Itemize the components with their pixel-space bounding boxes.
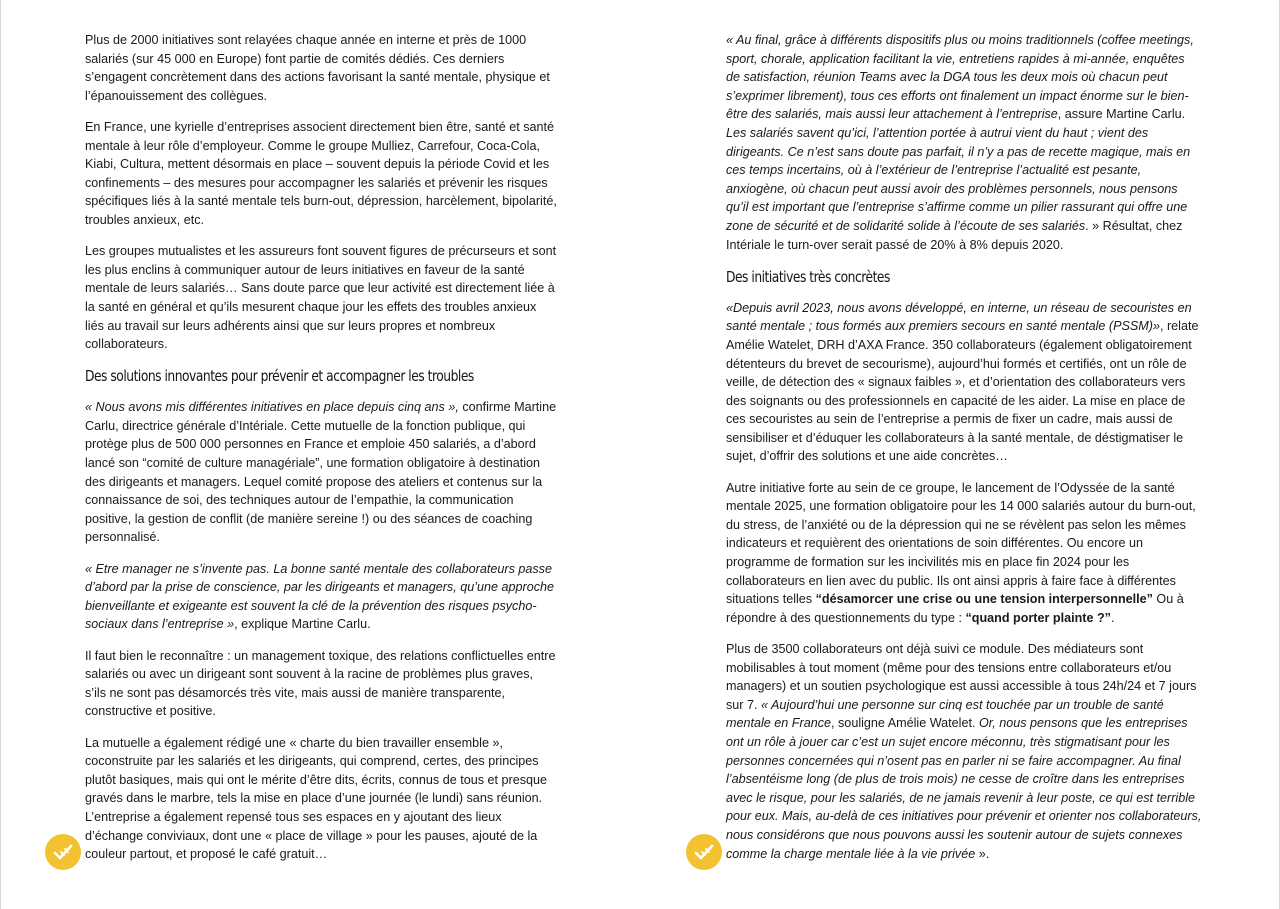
quote-watelet-entreprises: Or, nous pensons que les entreprises ont un rôle à jouer car c’est un sujet encore méconnu, très stigmatisant pour les personnes concernées qui n’osent pas en parler ni se faire accompagner. Au final l’absentéisme long (de plus de trois mois) ne cesse de croître dans les entreprises avec le risque, pour les salariés, de ne jamais revenir à leur poste, ce qui est terrible pour eux. Mais, au-delà de ces initiatives pour prévenir et orienter nos collaborateurs, nous considérons que nous pouvons aussi les soutenir autour de sujets connexes comme la charge mentale liée à la vie privée (726, 716, 1202, 861)
right-paragraph-3-text-a: Autre initiative forte au sein de ce groupe, le lancement de l’Odyssée de la santé mentale 2025, une formation obligatoire pour les 14 000 salariés autour du burn-out, du stress, de l’anxiété ou de la dépression qui ne se révèlent pas selon les mêmes indicateurs et requièrent des orientations de soin différentes. Ou encore un programme de formation sur les incivilités mis en place fin 2024 pour les collaborateurs en lien avec du public. Ils ont ainsi appris à faire face à différentes situations telles (726, 480, 1196, 607)
left-paragraph-6: Il faut bien le reconnaître : un management toxique, des relations conflictuelles entre salariés ou avec un dirigeant sont souvent à la racine de problèmes plus graves, s’ils ne sont pas désamorcés très vite, mais aussi de manière transparente, constructive et positive. (85, 648, 556, 719)
right-section-heading: Des initiatives très concrètes (726, 267, 890, 286)
left-page-column (85, 31, 557, 876)
left-paragraph-7: La mutuelle a également rédigé une « charte du bien travailler ensemble », coconstruite par les salariés et les dirigeants, qui comprend, certes, des principes plutôt basiques, mais qui ont le mérite d’être dits, écrits, connus de tous et presque gravés dans le marbre, tels la mise en place d’une journée (le lundi) sans réunion. L’entreprise a également repensé tous ses espaces en y ajoutant des lieux d’échange conviviaux, dont une « place de village » pour les pauses, ajouté de la couleur partout, et proposé le café gratuit… (85, 735, 548, 862)
right-paragraph-1-attribution: , assure Martine Carlu. (1057, 107, 1186, 122)
right-paragraph-2 (726, 299, 1202, 466)
page-left-edge (0, 0, 1, 909)
brand-check-badge-icon (686, 834, 722, 870)
quote-watelet-trouble: « Aujourd’hui une personne sur cinq est touchée par un trouble de santé mentale en France (726, 697, 1164, 731)
right-paragraph-1 (726, 31, 1202, 254)
right-paragraph-4 (726, 640, 1202, 863)
check-mark-icon (51, 840, 75, 864)
quote-carlu-salaries: Les salariés savent qu’ici, l’attention portée à autrui vient du haut ; vient des dirigeants. Ce n’est sans doute pas parfait, il n’y a pas de recette magique, mais en ces temps incertains, où à l’extérieur de l’entreprise l’actualité est pesante, anxiogène, où chacun peut aussi avoir des problèmes personnels, nous pensons qu’il est important que l’entreprise s’affirme comme un pilier rassurant qui offre une zone de sécurité et de solidarité solide à l’écoute de ses salariés (726, 125, 1191, 233)
left-paragraph-4-text: confirme Martine Carlu, directrice générale d’Intériale. Cette mutuelle de la fonction publique, qui protège plus de 500 000 personnes en France et emploie 450 salariés, a d’abord lancé son “comité de culture managériale”, une formation obligatoire à destination des dirigeants et managers. Lequel comité propose des ateliers et contenus sur la connaissance de soi, des techniques autour de l’empathie, la communication positive, la gestion de conflit (de manière sereine !) ou des séances de coaching personnalisé. (85, 400, 557, 545)
right-paragraph-1-result: . » Résultat, chez Intériale le turn-over serait passé de 20% à 8% depuis 2020. (726, 218, 1183, 252)
right-paragraph-2-text: , relate Amélie Watelet, DRH d’AXA France. 350 collaborateurs (également obligatoirement détenteurs du brevet de secourisme), aujourd’hui formés et certifiés, ont un rôle de veille, de détection des « signaux faibles », et d’orientation des collaborateurs vers des soignants ou des professionnels en capacité de les aider. La mise en place de ces secouristes au sein de l’entreprise a permis de fixer un cadre, mais aussi de sensibiliser et d’éduquer les collaborateurs à la santé mentale, de déstigmatiser le sujet, d’offrir des solutions et une aide concrètes… (726, 319, 1199, 464)
quote-watelet-secouristes: «Depuis avril 2023, nous avons développé, en interne, un réseau de secouristes en santé mentale ; tous formés aux premiers secours en santé mentale (PSSM)» (726, 300, 1192, 334)
quote-porter-plainte: “quand porter plainte ?” (965, 610, 1111, 625)
left-paragraph-5 (85, 560, 557, 634)
quote-carlu-initiatives: « Nous avons mis différentes initiatives en place depuis cinq ans », (85, 400, 459, 415)
right-paragraph-4-attribution: , souligne Amélie Watelet. (831, 716, 979, 731)
right-paragraph-3-text-c: . (1110, 610, 1115, 625)
check-mark-icon (692, 840, 716, 864)
right-paragraph-3-text-b: Ou à répondre à des questionnements du type : (726, 592, 1184, 625)
left-paragraph-2: En France, une kyrielle d’entreprises associent directement bien être, santé et santé mentale à leur rôle d’employeur. Comme le groupe Mulliez, Carrefour, Coca-Cola, Kiabi, Cultura, mettent désormais en place – souvent depuis la période Covid et les confinements – des mesures pour accompagner les salariés et prévenir les risques spécifiques liés à la santé mentale tels burn-out, dépression, harcèlement, bipolarité, troubles anxieux, etc. (85, 119, 557, 227)
left-paragraph-3: Les groupes mutualistes et les assureurs font souvent figures de précurseurs et sont les plus enclins à communiquer autour de leurs initiatives en faveur de la santé mentale de leurs salariés… Sans doute parce que leur activité est directement liée à la santé en général et qu’ils mesurent chaque jour les effets des troubles anxieux liés au travail sur leurs adhérents ainsi que sur leurs propres et nombreux collaborateurs. (85, 244, 557, 352)
left-paragraph-5-text: , explique Martine Carlu. (234, 617, 371, 632)
left-paragraph-4 (85, 398, 557, 547)
right-page-column (726, 31, 1202, 876)
brand-check-badge-icon (45, 834, 81, 870)
right-paragraph-4-end: ». (975, 846, 990, 861)
right-paragraph-4-text-a: Plus de 3500 collaborateurs ont déjà suivi ce module. Des médiateurs sont mobilisables à tout moment (même pour des tensions entre collaborateurs et/ou managers) et un soutien psychologique est aussi accessible à tous 24h/24 et 7 jours sur 7. (726, 642, 1197, 712)
quote-carlu-dispositifs: « Au final, grâce à différents dispositifs plus ou moins traditionnels (coffee meetings, sport, chorale, application facilitant la vie, entretiens rapides à mi-année, enquêtes de satisfaction, réunion Teams avec la DGA tous les deux mois où chacun peut s’exprimer librement), tous ces efforts ont finalement un impact énorme sur le bien-être des salariés, mais aussi leur attachement à l’entreprise (726, 33, 1194, 122)
left-paragraph-1: Plus de 2000 initiatives sont relayées chaque année en interne et près de 1000 salariés (sur 45 000 en Europe) font partie de comités dédiés. Ces derniers s’engagent concrètement dans des actions favorisant la santé mentale, physique et l’épanouissement des collègues. (85, 33, 550, 103)
right-paragraph-3 (726, 479, 1202, 628)
left-section-heading: Des solutions innovantes pour prévenir et accompagner les troubles (85, 367, 474, 386)
quote-desamorcer-crise: “désamorcer une crise ou une tension interpersonnelle” (815, 592, 1153, 607)
quote-carlu-manager: « Etre manager ne s’invente pas. La bonne santé mentale des collaborateurs passe d’abord par la prise de conscience, par les dirigeants et managers, qu’une approche bienveillante et exigeante est souvent la clé de la prévention des risques psycho-sociaux dans l’entreprise » (85, 561, 555, 632)
